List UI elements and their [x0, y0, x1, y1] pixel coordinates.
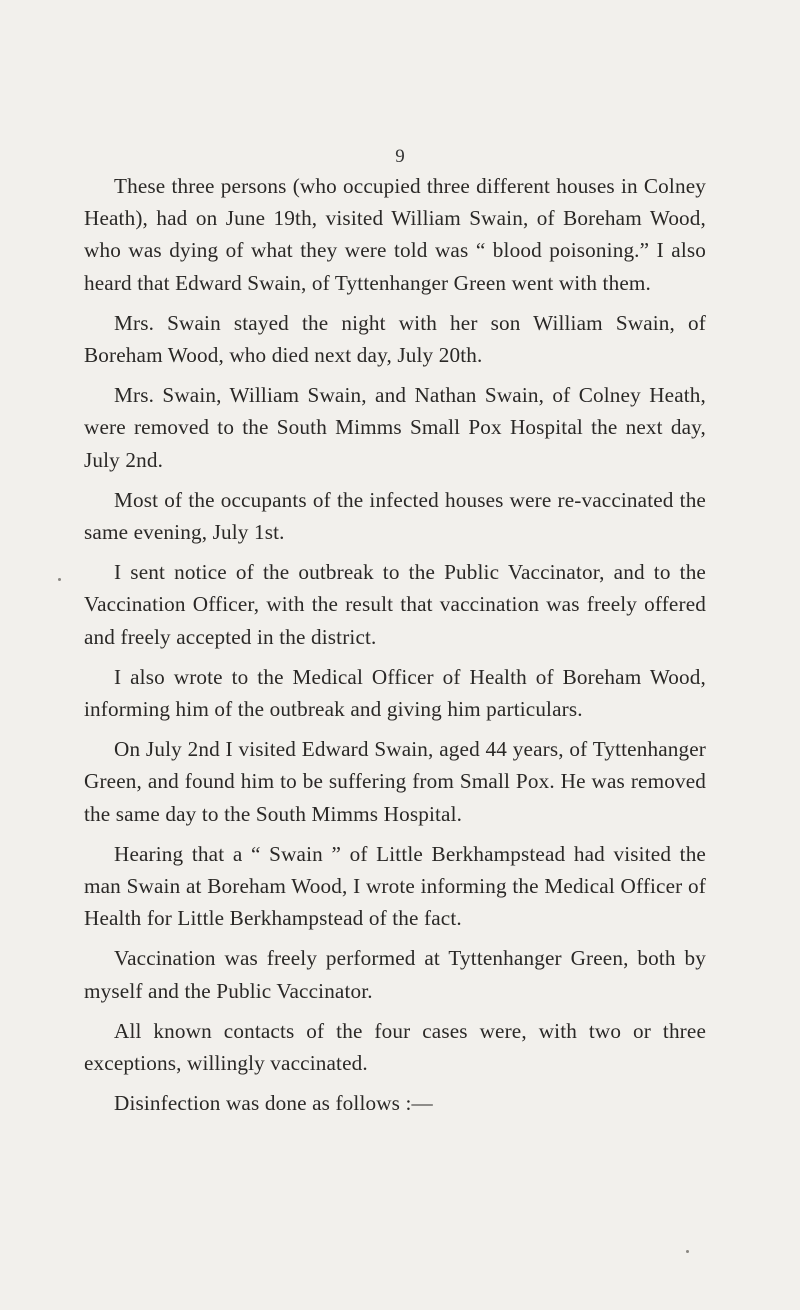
paragraph-colney-heath-visit: These three persons (who occupied three different houses in Colney Heath), had on June 19th, visited William Swain, of Boreham Wood, who was dying of what they were told was “ blood poisoning.” I also heard that Edward Swain, of Tyttenhanger Green went with them.: [84, 174, 706, 295]
paragraph-disinfection: Disinfection was done as follows :—: [114, 1091, 433, 1116]
paper-speck: [58, 578, 61, 581]
paper-speck: [686, 1250, 689, 1253]
paragraph-mrs-swain-stayed: Mrs. Swain stayed the night with her son William Swain, of Boreham Wood, who died next day, July 20th.: [84, 310, 706, 368]
paragraph-revaccinated: Most of the occupants of the infected houses were re-vaccinated the same evening, July 1st.: [84, 487, 706, 545]
page-number: 9: [395, 146, 405, 167]
paragraph-contacts-vaccinated: All known contacts of the four cases were, with two or three exceptions, willingly vaccinated.: [84, 1018, 706, 1076]
paragraph-little-berkhampstead: Hearing that a “ Swain ” of Little Berkhampstead had visited the man Swain at Boreham Wood, I wrote informing the Medical Officer of Health for Little Berkhampstead of the fact.: [84, 841, 706, 931]
body-text: [84, 170, 706, 1127]
paragraph-edward-swain-visit: On July 2nd I visited Edward Swain, aged 44 years, of Tyttenhanger Green, and found him to be suffering from Small Pox. He was removed the same day to the South Mimms Hospital.: [84, 737, 706, 826]
paragraph-vaccination-performed: Vaccination was freely performed at Tyttenhanger Green, both by myself and the Public Vaccinator.: [84, 946, 706, 1003]
paragraph-notice-sent: I sent notice of the outbreak to the Public Vaccinator, and to the Vaccination Officer, with the result that vaccination was freely offered and freely accepted in the district.: [84, 560, 706, 649]
paragraph-wrote-medical-officer: I also wrote to the Medical Officer of Health of Boreham Wood, informing him of the outbreak and giving him particulars.: [84, 664, 706, 722]
paragraph-removed-to-hospital: Mrs. Swain, William Swain, and Nathan Swain, of Colney Heath, were removed to the South Mimms Small Pox Hospital the next day, July 2nd.: [84, 383, 706, 472]
